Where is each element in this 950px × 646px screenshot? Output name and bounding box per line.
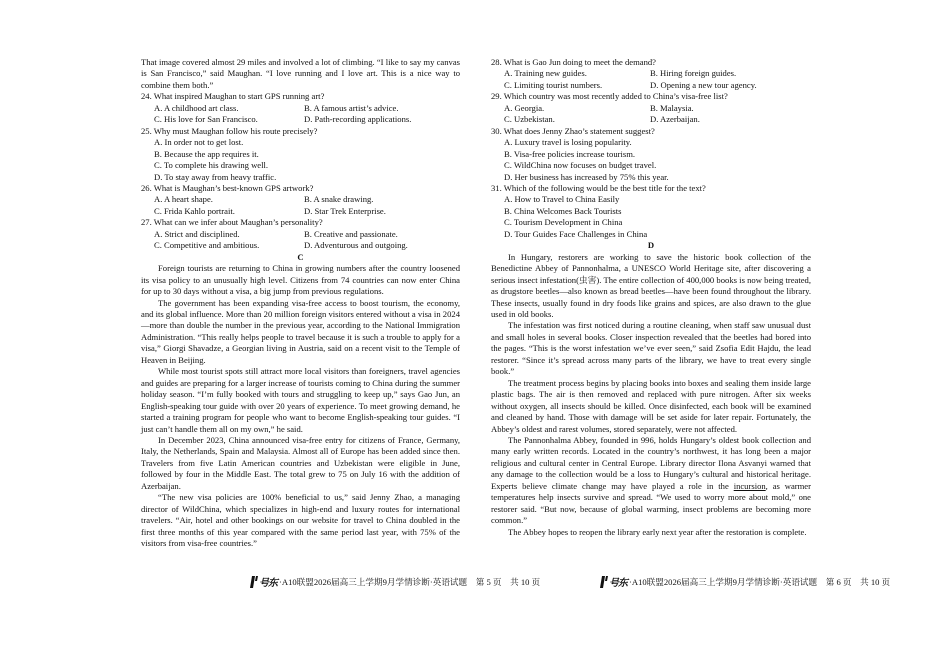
page-footer-left [250, 574, 540, 589]
option: D. To stay away from heavy traffic. [154, 171, 277, 182]
option: A. Georgia. [504, 102, 545, 113]
passage-d-paragraph: The treatment process begins by placing books into boxes and sealing them inside large plastic bags. The air is then removed and replaced with pure nitrogen. After six weeks without oxygen, all insects should be killed. Once disinfected, each book will be examined and cleaned by hand. Those with damage will be set aside for later repair. Fortunately, the Abbey’s oldest and rarest volumes, stored separately, were not affected. [491, 377, 811, 434]
option: C. His love for San Francisco. [154, 114, 258, 125]
passage-d-paragraph: The Abbey hopes to reopen the library early next year after the restoration is complete. [508, 526, 807, 537]
passage-c-paragraph: While most tourist spots still attract more local visitors than foreigners, travel agencies and guides are preparing for a larger increase of tourists coming to China during the summer holiday season. “I’m fully booked with tours and struggling to keep up,” says Gao Jun, an English-speaking tour guide with over 20 years of experience. To meet growing demand, he started a training program for people who want to become English-speaking tour guides. “I just can’t handle them all on my own,” he said. [141, 366, 460, 434]
option: A. Strict and disciplined. [154, 228, 240, 239]
option: B. A snake drawing. [304, 194, 374, 205]
footer-text: ·A10联盟2026届高三上学期9月学情诊断·英语试题 第 5 页 共 10 页 [279, 576, 541, 587]
question-stem: 30. What does Jenny Zhao’s statement suggest? [491, 125, 655, 136]
paragraph-text: , as warmer temperatures help insects survive and spread. “We used to worry more about mold,” one restorer said. “But now, because of global warming, insect problems are becoming more common.” [491, 480, 811, 526]
logo-text: 号东 [609, 578, 627, 589]
logo-text: 号东 [259, 578, 277, 589]
option: B. Creative and passionate. [304, 228, 398, 239]
passage-c-paragraph: In December 2023, China announced visa-free entry for citizens of France, Germany, Italy, the Netherlands, Spain and Malaysia. Almost all of Europe has been added since then. Travelers from five Latin American countries and Uzbekistan were eligible in June, followed by four in the Middle East. The total grew to 75 on July 16 with the addition of Azerbaijan. [141, 434, 460, 491]
question-24 [141, 91, 460, 125]
option: C. Limiting tourist numbers. [504, 79, 603, 90]
question-31 [491, 183, 811, 240]
option: A. Training new guides. [504, 68, 587, 79]
option: B. Because the app requires it. [154, 148, 259, 159]
option: A. A childhood art class. [154, 102, 239, 113]
brand-logo [600, 574, 627, 589]
question-stem: 26. What is Maughan’s best-known GPS artwork? [141, 182, 314, 193]
option: A. Luxury travel is losing popularity. [504, 137, 632, 148]
option: C. Tourism Development in China [504, 217, 623, 228]
option: C. WildChina now focuses on budget travel. [504, 160, 657, 171]
option: B. A famous artist’s advice. [304, 102, 399, 113]
question-26 [141, 183, 460, 217]
question-stem: 25. Why must Maughan follow his route precisely? [141, 125, 318, 136]
passage-c-paragraph: The government has been expanding visa-free access to boost tourism, the economy, and its global influence. More than 20 million foreign visitors entered without a visa in 2024—more than double the number in the previous year, according to the National Immigration Administration. “This really helps people to travel because it is such a trouble to apply for a visa,” Giorgi Shavadze, a Georgian living in Austria, said on a recent visit to the Temple of Heaven in Beijing. [141, 297, 460, 365]
question-stem: 29. Which country was most recently added to China’s visa-free list? [491, 91, 728, 102]
option: B. China Welcomes Back Tourists [504, 205, 622, 216]
option: C. To complete his drawing well. [154, 160, 269, 171]
option: C. Competitive and ambitious. [154, 240, 260, 251]
question-27 [141, 217, 460, 251]
passage-d-paragraph: The infestation was first noticed during a routine cleaning, when staff saw unusual dust and small holes in several books. Closer inspection revealed that the beetles had bored into the pages. “This is the worst infestation we’ve ever seen,” said Zsofia Edit Hajdu, the lead restorer. “Since it’s spread across many parts of the library, we have to treat every single book.” [491, 320, 811, 377]
section-label-d: D [647, 240, 655, 251]
logo-mark-icon [250, 576, 259, 588]
question-stem: 31. Which of the following would be the best title for the text? [491, 182, 706, 193]
question-28 [491, 57, 811, 91]
option: C. Frida Kahlo portrait. [154, 205, 235, 216]
option: D. Adventurous and outgoing. [304, 240, 408, 251]
option: B. Malaysia. [650, 102, 694, 113]
option: A. A heart shape. [154, 194, 213, 205]
right-column [491, 57, 811, 538]
left-column [141, 57, 460, 549]
question-stem: 28. What is Gao Jun doing to meet the demand? [491, 57, 656, 67]
logo-mark-icon [600, 576, 609, 588]
page-footer-right [600, 574, 890, 589]
passage-d-paragraph: In Hungary, restorers are working to save the historic book collection of the Benedictine Abbey of Pannonhalma, a UNESCO World Heritage site, after discovering a serious insect infestation(虫害). The entire collection of 400,000 books is now being treated, as drugstore beetles—also known as bread beetles—have been found throughout the library. These insects, usually found in dry foods like grains and spices, are also drawn to the glue used in old books. [491, 251, 811, 319]
option: D. Azerbaijan. [650, 114, 700, 125]
option: D. Tour Guides Face Challenges in China [504, 228, 648, 239]
option: A. In order not to get lost. [154, 137, 244, 148]
paragraph-text: The Pannonhalma Abbey, founded in 996, holds Hungary’s oldest book collection and many early written records. Located in the country’s northwest, it has long been a major religious and cultural center in Central Europe. Library director Ilona Asvanyi warned that any damage to the collection would be a loss to Hungary’s cultural and historical heritage. Experts believe climate change may have played a role in the [491, 434, 811, 491]
question-stem: 24. What inspired Maughan to start GPS running art? [141, 91, 325, 102]
option: C. Uzbekistan. [504, 114, 555, 125]
brand-logo [250, 574, 277, 589]
passage-c-paragraph: Foreign tourists are returning to China in growing numbers after the country loosened its visa policy to an unusually high level. Citizens from 74 countries can now enter China for up to 30 days without a visa, a big jump from previous regulations. [141, 263, 460, 297]
footer-text: ·A10联盟2026届高三上学期9月学情诊断·英语试题 第 6 页 共 10 页 [629, 576, 891, 587]
option: D. Opening a new tour agency. [650, 79, 757, 90]
section-label-c: C [297, 251, 304, 262]
option: D. Star Trek Enterprise. [304, 205, 386, 216]
option: D. Path-recording applications. [304, 114, 412, 125]
option: B. Visa-free policies increase tourism. [504, 148, 636, 159]
passage-d-paragraph [491, 435, 811, 527]
option: B. Hiring foreign guides. [650, 68, 737, 79]
underlined-word: incursion [733, 480, 766, 491]
question-25 [141, 126, 460, 183]
passage-c-paragraph: “The new visa policies are 100% beneficial to us,” said Jenny Zhao, a managing director of WildChina, which specializes in high-end and luxury routes for international travelers. “Air, hotel and other bookings on our website for travel to China doubled in the first three months of this year compared with the same period last year, with 75% of the visitors from visa-free countries.” [141, 492, 460, 549]
question-29 [491, 91, 811, 125]
option: A. How to Travel to China Easily [504, 194, 620, 205]
passage-b-ending: That image covered almost 29 miles and involved a lot of climbing. “I like to say my canvas is San Francisco,” said Maughan. “I love running and I love art. This is a nice way to combine them both.” [141, 57, 460, 90]
question-stem: 27. What can we infer about Maughan’s personality? [141, 217, 323, 228]
question-30 [491, 126, 811, 183]
option: D. Her business has increased by 75% this year. [504, 171, 669, 182]
